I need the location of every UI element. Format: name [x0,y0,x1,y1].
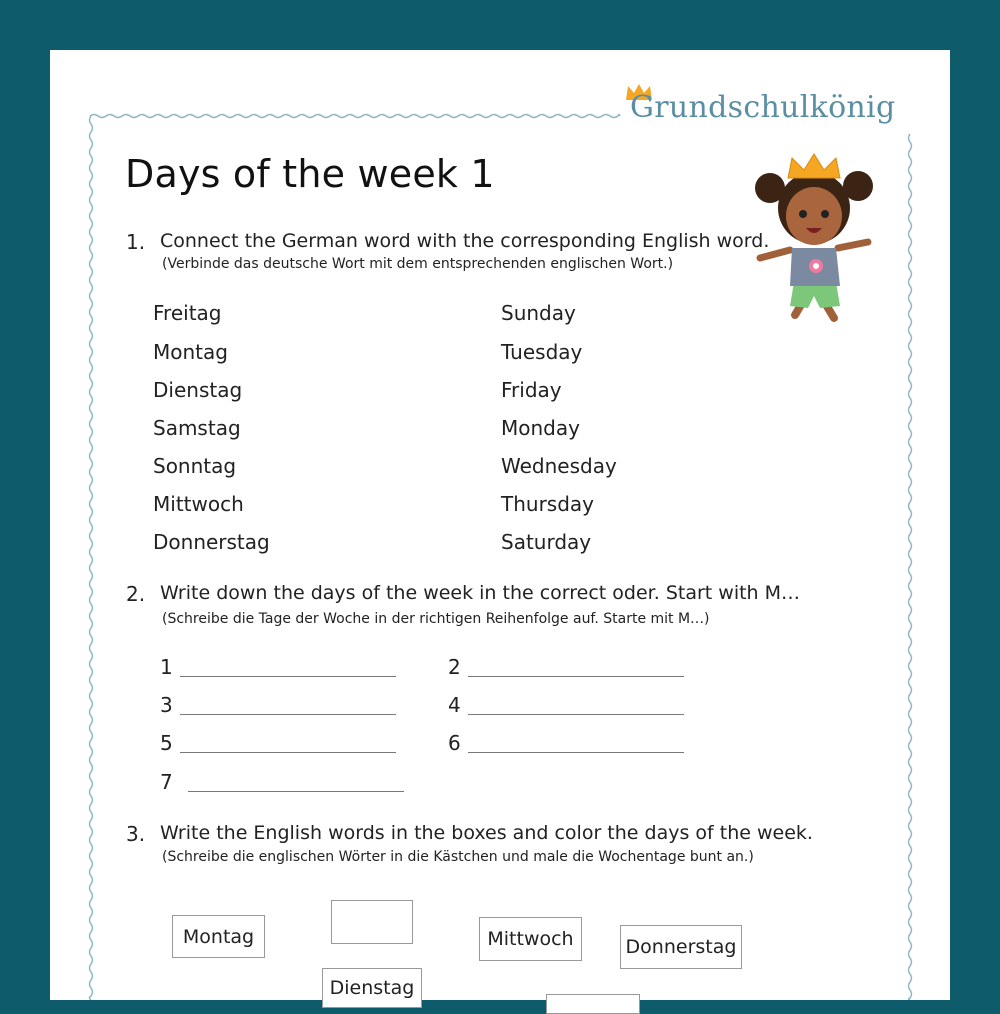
answer-line[interactable] [180,752,396,753]
girl-illustration [750,150,880,330]
english-word: Wednesday [501,454,617,478]
question-1-number: 1. [126,230,146,254]
english-word: Monday [501,416,580,440]
word-box-donnerstag[interactable]: Donnerstag [620,925,742,969]
question-2-text: Write down the days of the week in the correct oder. Start with M… [160,582,801,604]
german-word: Montag [153,340,228,364]
question-3-text: Write the English words in the boxes and color the days of the week. [160,822,813,844]
answer-line[interactable] [180,714,396,715]
german-word: Dienstag [153,378,243,402]
answer-line[interactable] [468,714,684,715]
word-box-empty[interactable] [546,994,640,1014]
question-2-number: 2. [126,582,146,606]
slot-number: 2 [448,655,461,679]
question-1-subtitle: (Verbinde das deutsche Wort mit dem entsprechenden englischen Wort.) [162,256,674,272]
german-word: Samstag [153,416,241,440]
german-word: Freitag [153,301,222,325]
page-title: Days of the week 1 [125,152,495,196]
german-word: Sonntag [153,454,237,478]
english-word: Friday [501,378,562,402]
english-word: Thursday [501,492,594,516]
slot-number: 5 [160,731,173,755]
word-box-montag[interactable]: Montag [172,915,265,958]
word-box-dienstag[interactable]: Dienstag [322,968,422,1008]
slot-number: 3 [160,693,173,717]
word-box-mittwoch[interactable]: Mittwoch [479,917,582,961]
question-2-subtitle: (Schreibe die Tage der Woche in der richtigen Reihenfolge auf. Starte mit M…) [162,611,710,627]
english-word: Saturday [501,530,592,554]
answer-line[interactable] [180,676,396,677]
german-word: Donnerstag [153,530,270,554]
worksheet [50,50,950,1000]
slot-number: 1 [160,655,173,679]
slot-number: 7 [160,770,173,794]
slot-number: 4 [448,693,461,717]
english-word: Tuesday [501,340,583,364]
german-word: Mittwoch [153,492,244,516]
question-1-text: Connect the German word with the corresponding English word. [160,230,770,252]
question-3-number: 3. [126,822,146,846]
question-3-subtitle: (Schreibe die englischen Wörter in die Kästchen und male die Wochentage bunt an.) [162,849,754,865]
answer-line[interactable] [468,676,684,677]
answer-line[interactable] [188,791,404,792]
brand-logo: Grundschulkönig [630,90,896,125]
word-box-empty[interactable] [331,900,413,944]
english-word: Sunday [501,301,576,325]
answer-line[interactable] [468,752,684,753]
slot-number: 6 [448,731,461,755]
